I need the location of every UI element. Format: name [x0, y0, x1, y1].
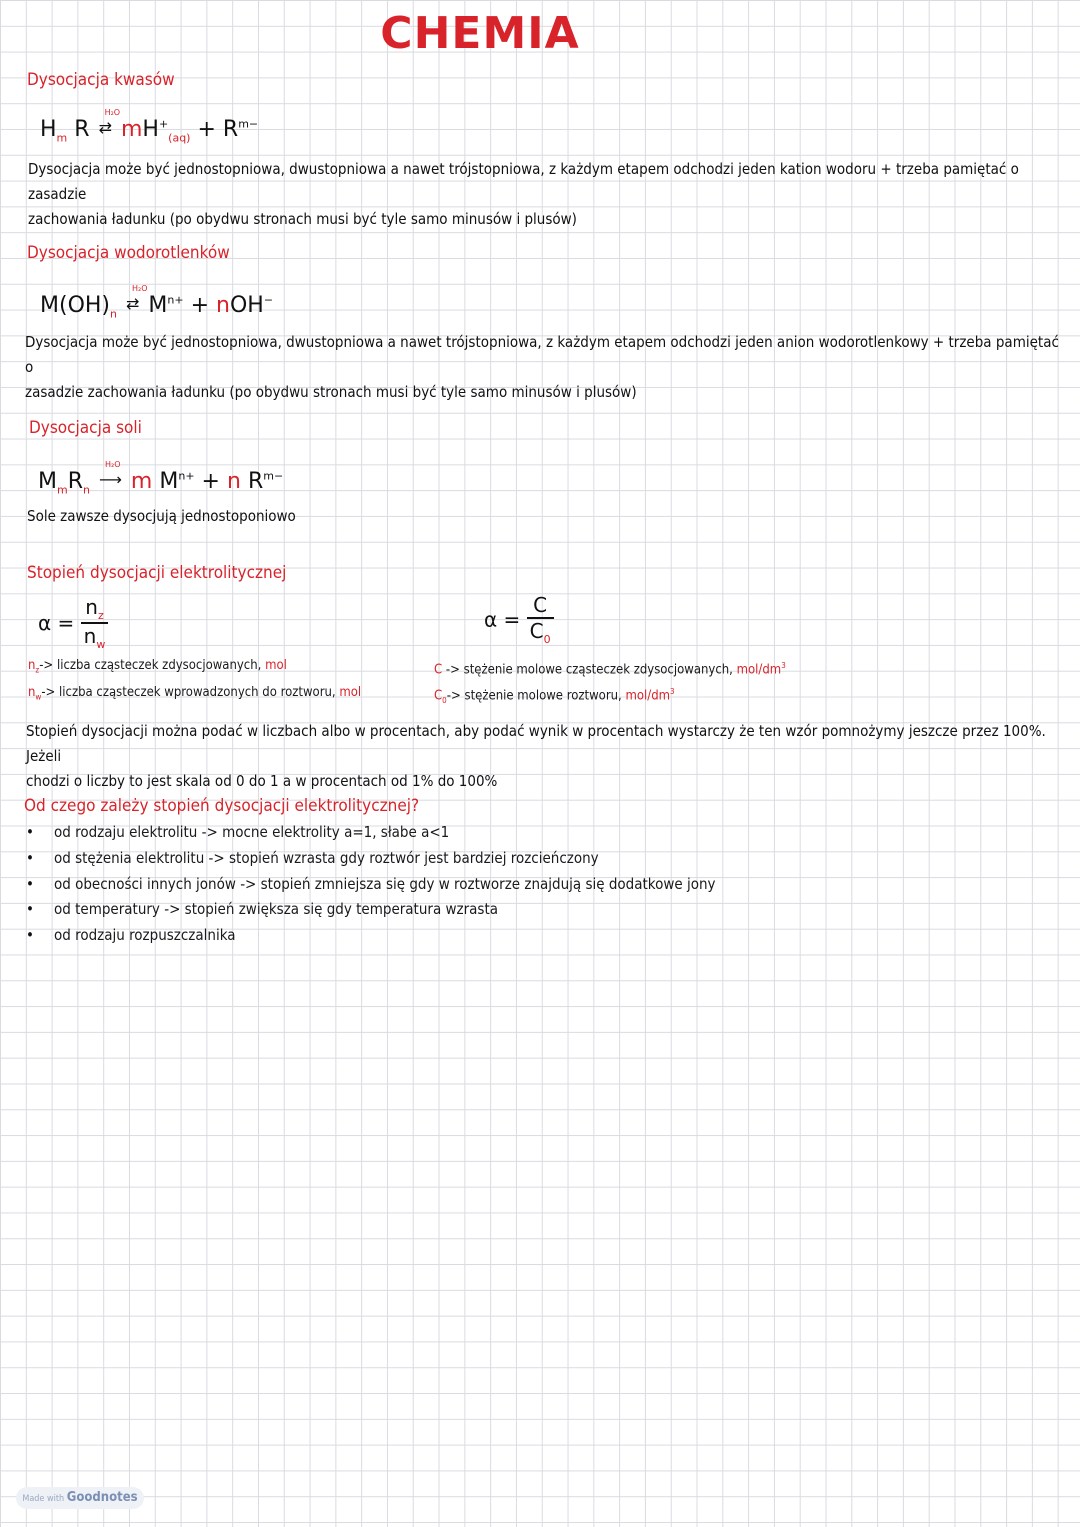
definition-nz: $n_z->$ liczba cząsteczek zdysocjowanych, mol: [28, 658, 287, 675]
salts-description: Sole zawsze dysocjują jednostoponiowo: [27, 507, 296, 525]
definitions-right: [434, 655, 786, 712]
list-item: • od stężenia elektrolitu -> stopień wzrasta gdy roztwór jest bardziej rozcieńczony: [26, 846, 926, 872]
degree-heading: Stopień dysocjacji elektrolitycznej: [27, 563, 287, 583]
acids-description: Dysocjacja może być jednostopniowa, dwustopniowa a nawet trójstopniowa, z każdym etapem odchodzi jeden kation wodoru + trzeba pamiętać o zasadzie zachowania ładunku (po obydwu stronach musi być tyle samo minusów i plusów): [28, 160, 1019, 228]
salts-heading: Dysocjacja soli: [29, 418, 142, 438]
list-item: • od rodzaju elektrolitu -> mocne elektrolity a=1, słabe a<1: [26, 820, 926, 846]
formula-alpha-n: α = $\frac{n_z}{n_w}$: [38, 595, 108, 651]
factors-list: [26, 820, 926, 949]
definitions-left: [28, 655, 361, 708]
hydroxides-description: Dysocjacja może być jednostopniowa, dwustopniowa a nawet trójstopniowa, z każdym etapem odchodzi jeden anion wodorotlenkowy + trzeba pamiętać o zasadzie zachowania ładunku (po obydwu stronach musi być tyle samo minusów i plusów): [25, 333, 1059, 401]
factors-heading: Od czego zależy stopień dysocjacji elektrolitycznej?: [24, 796, 420, 816]
list-item: • od rodzaju rozpuszczalnika: [26, 923, 926, 949]
acids-equation: $H_m$ R ⇄ H₂O $mH^+_{(aq)} + R^{m-}$: [40, 108, 259, 145]
page-title: CHEMIA: [380, 8, 580, 59]
acids-heading: Dysocjacja kwasów: [27, 70, 175, 90]
goodnotes-badge: Made with Goodnotes: [16, 1487, 144, 1509]
definition-c: C -> stężenie molowe cząsteczek zdysocjowanych, mol/$dm^3$: [434, 661, 786, 678]
list-item: • od temperatury -> stopień zwiększa się gdy temperatura wzrasta: [26, 897, 926, 923]
degree-paragraph: Stopień dysocjacji można podać w liczbach albo w procentach, aby podać wynik w procentach wystarczy że ten wzór pomnożymy jeszcze przez 100%. Jeżeli chodzi o liczby to jest skala od 0 do 1 a w procentach od 1% do 100%: [26, 722, 1046, 790]
definition-nw: $n_w->$ liczba cząsteczek wprowadzonych do roztworu, mol: [28, 684, 362, 702]
hydroxides-equation: $M(OH)_n$ ⇄ H₂O $M^{n+} + nOH^-$: [40, 284, 274, 321]
salts-equation: $M_mR_n$ ⟶ H₂O m $M^{n+} + n$ $R^{m-}$: [38, 460, 284, 497]
definition-c0: $C_0->$ stężenie molowe roztworu, mol/$dm^3$: [434, 687, 675, 706]
formula-alpha-c: α = $\frac{C}{C_0}$: [484, 593, 554, 646]
hydroxides-heading: Dysocjacja wodorotlenków: [27, 243, 230, 263]
list-item: • od obecności innych jonów -> stopień zmniejsza się gdy w roztworze znajdują się dodatkowe jony: [26, 872, 926, 898]
